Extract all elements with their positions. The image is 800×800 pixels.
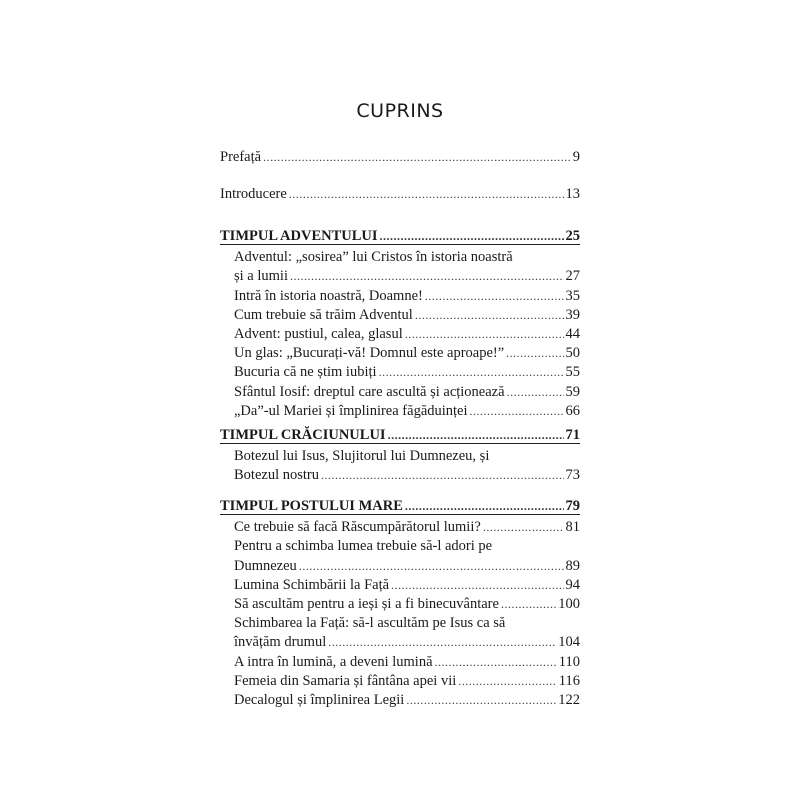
page-number: 73 [565, 467, 580, 484]
page-number: 122 [558, 692, 580, 708]
entry-title: Introducere [220, 186, 287, 202]
entry-title-line: Schimbarea la Față: să-l ascultăm pe Isus ca să [234, 615, 506, 632]
entry-title: Decalogul și împlinirea Legii [234, 692, 405, 708]
page-number: 110 [558, 653, 580, 670]
entry-title: Să ascultăm pentru a ieși și a fi binecuvântare [234, 596, 499, 612]
page-number: 35 [565, 287, 580, 304]
page-number: 59 [565, 383, 580, 400]
page-number: 25 [565, 228, 580, 244]
entry-title: TIMPUL CRĂCIUNULUI [220, 427, 386, 443]
entry-title-line: Adventul: „sosirea” lui Cristos în istoria noastră [234, 249, 513, 266]
section-rule [220, 443, 580, 444]
section-rule [220, 514, 580, 515]
page-number: 44 [565, 326, 580, 342]
page-number: 13 [565, 186, 580, 202]
page-title: CUPRINS [356, 100, 444, 122]
page-number: 9 [572, 149, 580, 165]
page-number: 39 [565, 306, 580, 323]
dot-leader [289, 183, 564, 205]
toc-entry-preface [220, 146, 580, 168]
entry-title: Un glas: „Bucurați-vă! Domnul este aproape!” [234, 345, 505, 362]
entry-title: Intră în istoria noastră, Doamne! [234, 287, 423, 304]
toc-entry [234, 464, 580, 486]
page-number: 50 [565, 345, 580, 362]
entry-title: învățăm drumul [234, 634, 327, 651]
page-number: 55 [565, 364, 580, 381]
entry-title: Dumnezeu [234, 557, 297, 574]
page-number: 27 [565, 268, 580, 285]
entry-title: A intra în lumină, a deveni lumină [234, 653, 433, 670]
entry-title: Ce trebuie să facă Răscumpărătorul lumii? [234, 519, 481, 536]
dot-leader [263, 146, 571, 168]
page-number: 100 [558, 596, 580, 612]
toc-entry [234, 400, 580, 422]
page-number: 81 [565, 519, 580, 536]
entry-title: „Da”-ul Mariei și împlinirea făgăduinței [234, 402, 468, 419]
page-number: 104 [558, 634, 580, 651]
dot-leader [321, 464, 564, 486]
entry-title: Bucuria că ne știm iubiți [234, 364, 377, 381]
toc-entry-introduction [220, 183, 580, 205]
entry-title: TIMPUL ADVENTULUI [220, 228, 378, 244]
section-rule [220, 244, 580, 245]
entry-title: și a lumii [234, 268, 288, 285]
entry-title-line: Botezul lui Isus, Slujitorul lui Dumnezeu, și [234, 448, 490, 465]
entry-title: Cum trebuie să trăim Adventul [234, 306, 413, 323]
page-number: 94 [565, 576, 580, 593]
entry-title: Lumina Schimbării la Față [234, 576, 390, 593]
dot-leader [470, 400, 564, 422]
page-number: 116 [558, 672, 580, 689]
toc-entry [234, 689, 580, 711]
entry-title-line: Pentru a schimba lumea trebuie să-l adori pe [234, 538, 493, 555]
entry-title: TIMPUL POSTULUI MARE [220, 498, 403, 514]
page-number: 79 [565, 498, 580, 514]
entry-title: Prefață [220, 149, 262, 165]
entry-title: Sfântul Iosif: dreptul care ascultă și acționează [234, 383, 505, 400]
dot-leader [406, 689, 556, 711]
entry-title: Femeia din Samaria și fântâna apei vii [234, 672, 457, 689]
page-number: 89 [565, 557, 580, 574]
page-number: 71 [565, 427, 580, 443]
entry-title: Advent: pustiul, calea, glasul [234, 326, 403, 342]
page-number: 66 [565, 402, 580, 419]
entry-title: Botezul nostru [234, 467, 319, 484]
